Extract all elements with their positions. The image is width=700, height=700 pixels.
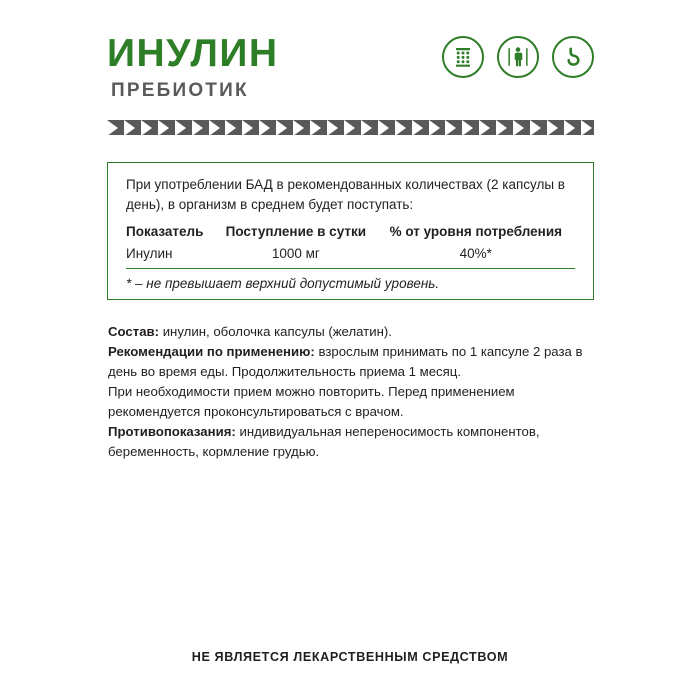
contraindications-line bbox=[108, 422, 598, 462]
decorative-divider bbox=[107, 120, 594, 135]
cell-percent-value: 40%* bbox=[377, 244, 575, 269]
column-header-indicator: Показатель bbox=[126, 224, 204, 240]
composition-value: инулин, оболочка капсулы (желатин). bbox=[159, 324, 392, 339]
divider-arrows bbox=[107, 120, 594, 135]
adult-person-icon bbox=[497, 36, 539, 78]
info-block bbox=[108, 322, 598, 462]
panel-footnote: * – не превышает верхний допустимый уровень. bbox=[126, 276, 440, 292]
page-title: ИНУЛИН bbox=[107, 32, 279, 75]
contraindications-value: индивидуальная непереносимость компонентов, беременность, кормление грудью. bbox=[108, 424, 540, 460]
composition-label: Состав: bbox=[108, 324, 160, 339]
column-header-percent: % от уровня потребления bbox=[389, 224, 562, 240]
cell-indicator-name: Инулин bbox=[126, 244, 215, 269]
title-block bbox=[107, 32, 279, 100]
product-subtitle: ПРЕБИОТИК bbox=[111, 80, 249, 101]
composition-line bbox=[108, 322, 598, 342]
usage-label: Рекомендации по применению: bbox=[108, 344, 315, 360]
cell-intake-value: 1000 мг bbox=[215, 244, 377, 269]
usage-extra-line: При необходимости прием можно повторить. Перед применением рекомендуется проконсультироваться с врачом. bbox=[108, 384, 515, 420]
stomach-icon bbox=[552, 36, 594, 78]
icon-badges bbox=[442, 32, 594, 78]
nutrition-table bbox=[126, 224, 575, 269]
usage-line bbox=[108, 342, 598, 382]
contraindications-label: Противопоказания: bbox=[108, 424, 236, 440]
nutrition-panel bbox=[107, 162, 594, 300]
column-header-intake: Поступление в сутки bbox=[225, 224, 367, 240]
footer-disclaimer: НЕ ЯВЛЯЕТСЯ ЛЕКАРСТВЕННЫМ СРЕДСТВОМ bbox=[191, 650, 509, 664]
label-header bbox=[107, 32, 594, 104]
grid-capsule-icon bbox=[442, 36, 484, 78]
table-header-row bbox=[126, 224, 575, 244]
usage-value: взрослым принимать по 1 капсуле 2 раза в день во время еды. Продолжительность приема 1 месяц. bbox=[108, 344, 583, 380]
panel-intro-text: При употреблении БАД в рекомендованных количествах (2 капсулы в день), в организм в среднем будет поступать: bbox=[126, 177, 565, 212]
table-row bbox=[126, 244, 575, 269]
